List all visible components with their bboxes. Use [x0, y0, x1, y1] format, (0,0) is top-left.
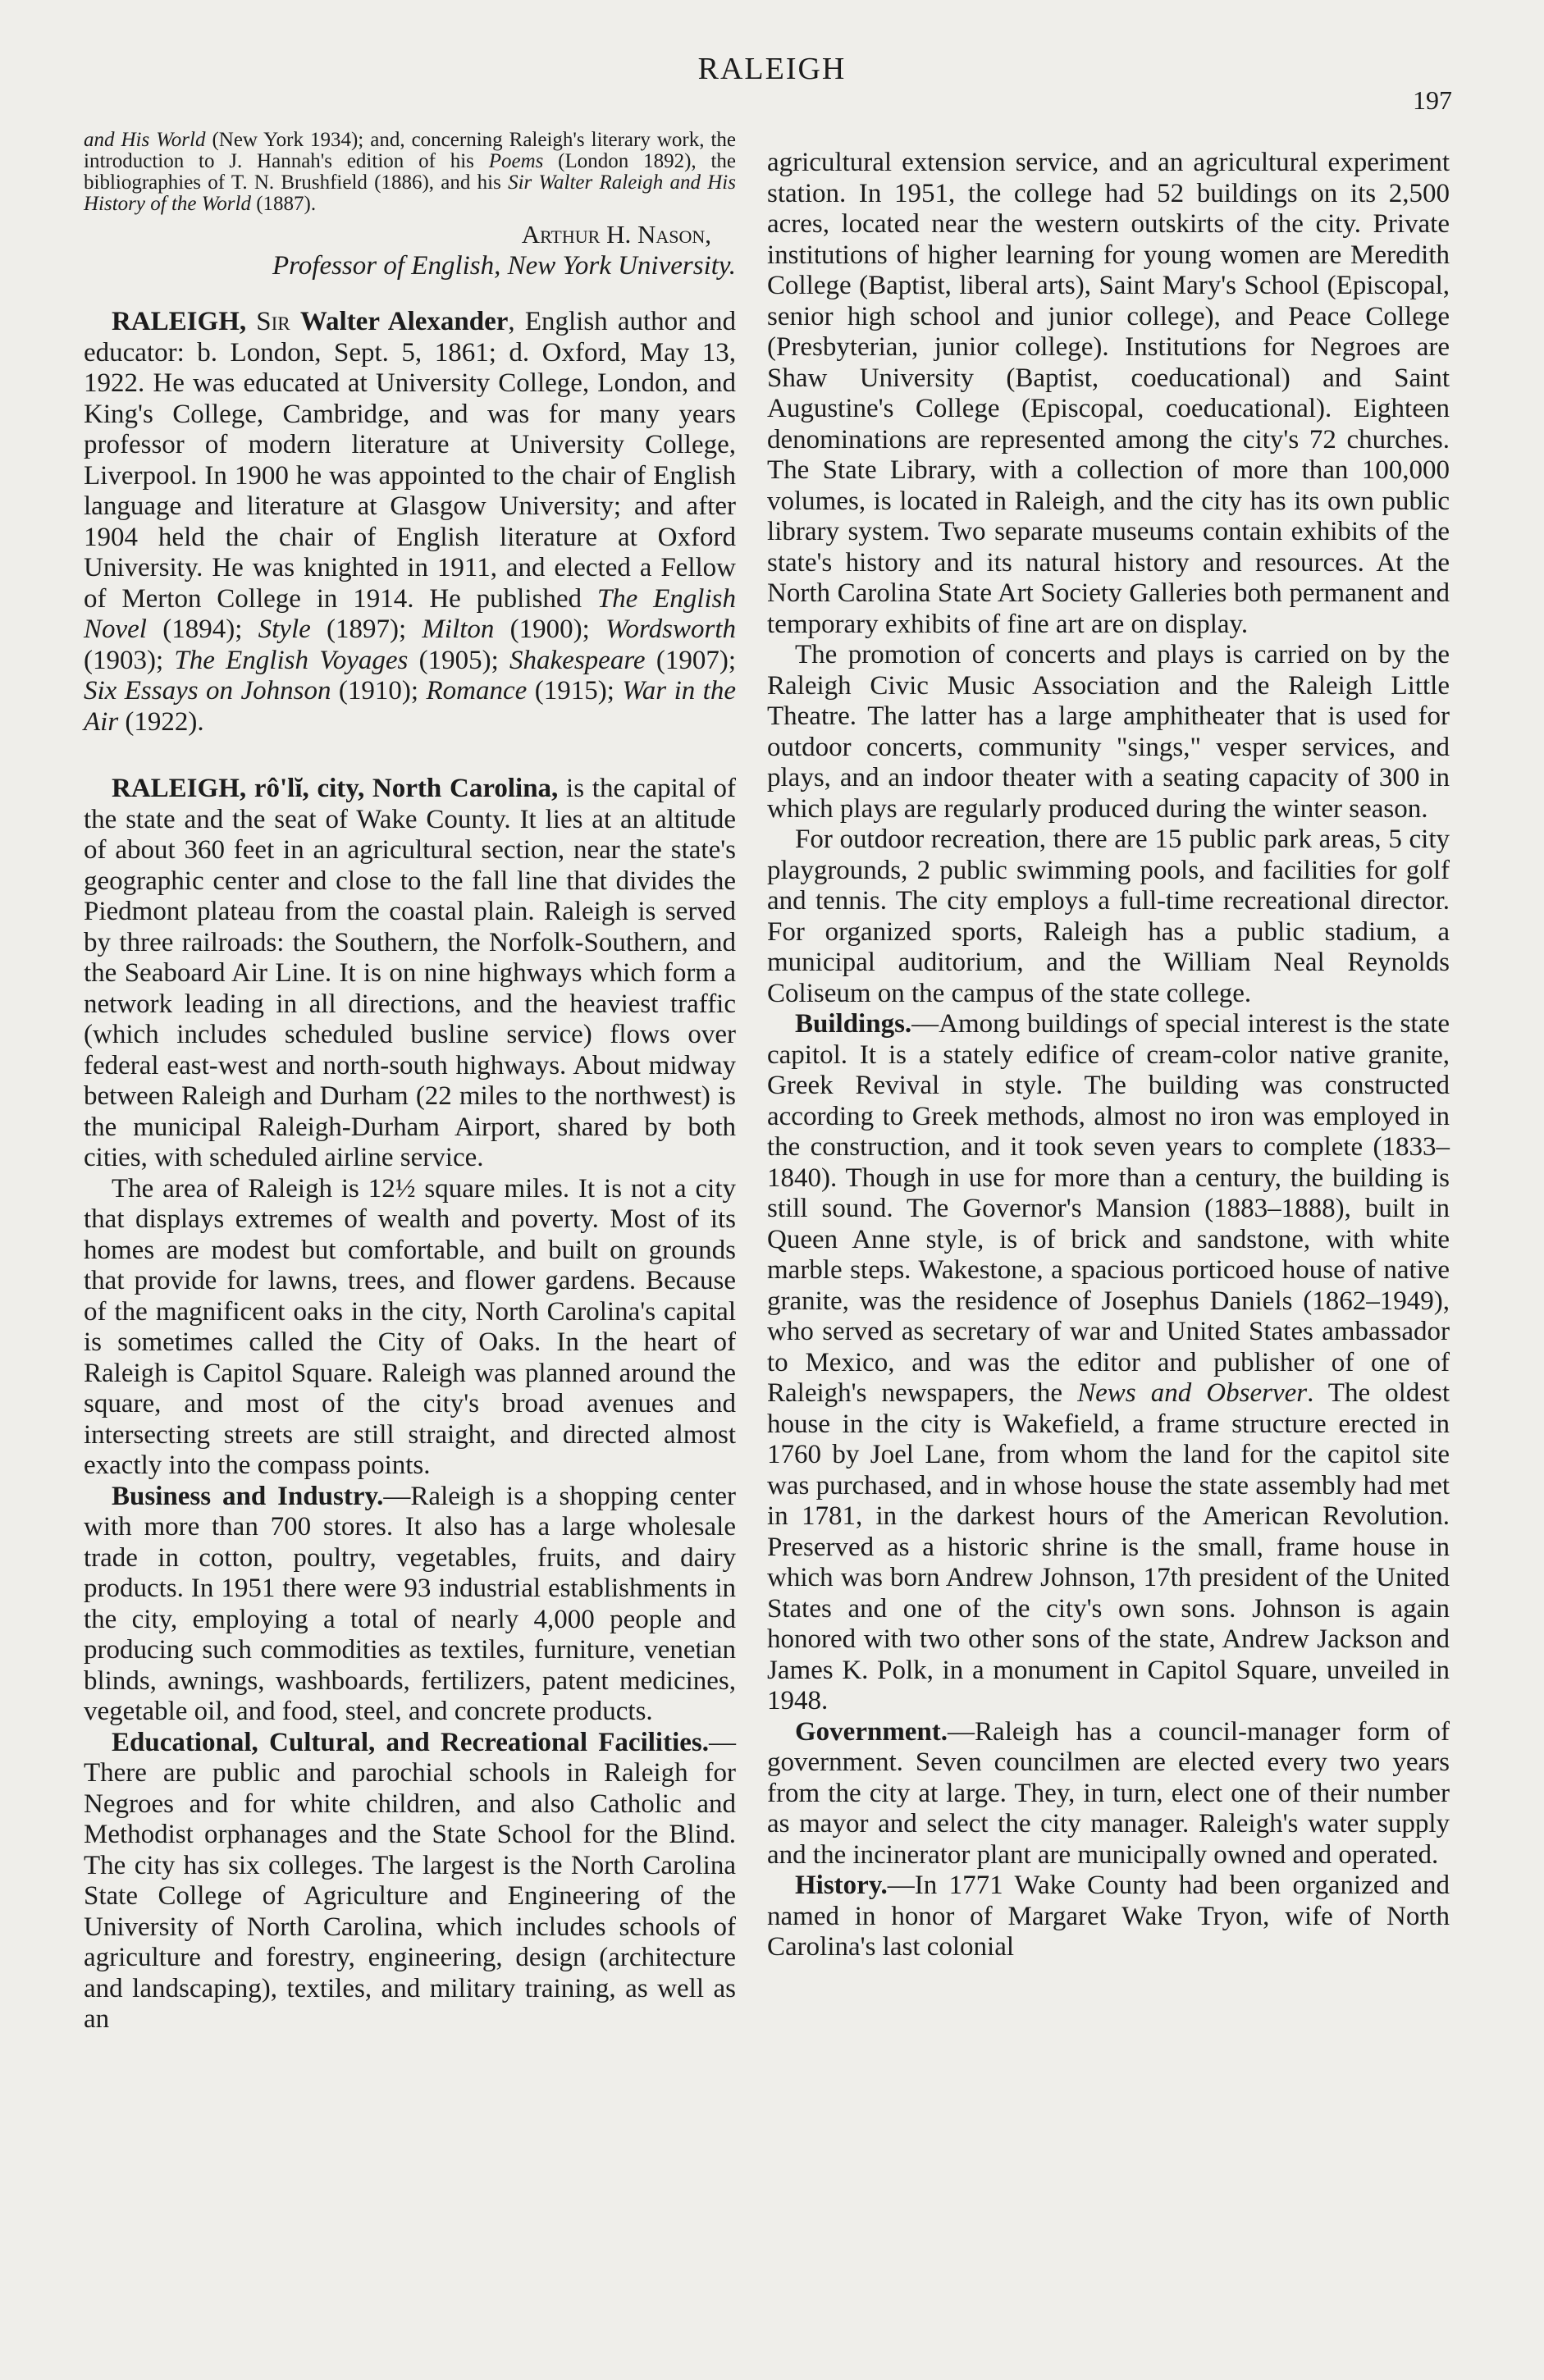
text-run: —In 1771 Wake County had been organized and named in honor of Margaret Wake Tryon, wife of North Carolina's last colonial	[767, 1871, 1450, 1962]
paragraph	[767, 1009, 1450, 1717]
italic-title: The English Voyages	[174, 645, 409, 675]
author-affiliation	[84, 249, 736, 282]
text-run: , English author and educator: b. London, Sept. 5, 1861; d. Oxford, May 13, 1922. He was educated at University College, London, and King's College, Cambridge, and was for many years professor of modern literature at University College, Liverpool. In 1900 he was appointed to the chair of English language and literature at Glasgow University; and after 1904 held the chair of English literature at Oxford University. He was knighted in 1911, and elected a Fellow of Merton College in 1914. He published	[84, 307, 736, 614]
text-run: —Among buildings of special interest is the state capitol. It is a stately edifice of cream-color native granite, Greek Revival in style. The building was constructed according to Greek methods, almost no iron was employed in the construction, and it took seven years to complete (1833–1840). Though in use for more than a century, the building is still sound. The Governor's Mansion (1883–1888), built in Queen Anne style, is of brick and sandstone, with white marble steps. Wakestone, a spacious porticoed house of native granite, was the residence of Josephus Daniels (1862–1949), who served as secretary of war and United States ambassador to Mexico, and was the editor and publisher of one of Raleigh's newspapers, the	[767, 1009, 1450, 1408]
bold-heading: Educational, Cultural, and Recreational Facilities.	[112, 1727, 709, 1757]
left-column	[84, 130, 736, 2035]
text-run: Professor of English, New York University.	[272, 251, 736, 281]
italic-title: News and Observer	[1077, 1378, 1308, 1408]
text-run: agricultural extension service, and an agricultural experiment station. In 1951, the college had 52 buildings on its 2,500 acres, located near the western outskirts of the city. Private institutions of higher learning for young women are Meredith College (Baptist, liberal arts), Saint Mary's School (Episcopal, senior high school and junior college), and Peace College (Presbyterian, junior college). Institutions for Negroes are Shaw University (Baptist, coeducational) and Saint Augustine's College (Episcopal, coeducational). Eighteen denominations are represented among the city's 72 churches. The State Library, with a collection of more than 100,000 volumes, is located in Raleigh, and the city has its own public library system. Two separate museums contain exhibits of the state's history and its natural history and resources. At the North Carolina State Art Society Galleries both permanent and temporary exhibits of fine art are on display.	[767, 148, 1450, 639]
paragraph	[767, 1717, 1450, 1871]
text-run: (1887).	[250, 193, 317, 215]
text-run: (1897);	[310, 614, 423, 644]
text-run: . The oldest house in the city is Wakefield, a frame structure erected in 1760 by Joel Lane, from whom the land for the capitol site was purchased, and in whose house the state assembly had met in 1781, in the darkest hours of the American Revolution. Preserved as a historic shrine is the small, frame house in which was born Andrew Johnson, 17th president of the United States and one of the city's own sons. Johnson is again honored with two other sons of the state, Andrew Jackson and James K. Polk, in a monument in Capitol Square, unveiled in 1948.	[767, 1378, 1450, 1715]
text-run: (1915);	[527, 676, 623, 706]
italic-title: Sir Walter Raleigh and His History of the World	[84, 171, 736, 215]
paragraph	[767, 148, 1450, 640]
bold-heading: Walter Alexander	[299, 307, 509, 336]
text-run: —Raleigh is a shopping center with more than 700 stores. It also has a large wholesale trade in cotton, poultry, vegetables, fruits, and dairy products. In 1951 there were 93 industrial establishments in the city, employing a total of nearly 4,000 people and producing such commodities as textiles, furniture, venetian blinds, awnings, washboards, fertilizers, patent medicines, vegetable oil, and food, steel, and concrete products.	[84, 1481, 736, 1726]
bold-heading: RALEIGH, rô'lĭ, city, North Carolina,	[112, 774, 559, 803]
paragraph	[84, 1728, 736, 2035]
page-number: 197	[1413, 85, 1452, 115]
text-run: (1905);	[408, 645, 510, 675]
text-run: Sir	[256, 307, 300, 336]
text-run: (1900);	[494, 614, 606, 644]
italic-title: Six Essays on Johnson	[84, 676, 331, 706]
author-signature	[84, 220, 736, 249]
right-column	[767, 148, 1450, 1963]
italic-title: Romance	[426, 676, 528, 706]
italic-title: War in the Air	[84, 676, 736, 737]
text-run: (1907);	[645, 645, 736, 675]
text-run: Arthur H. Nason,	[521, 220, 711, 249]
text-run: (1922).	[118, 706, 204, 737]
italic-title: The English Novel	[84, 583, 736, 644]
bold-heading: RALEIGH,	[112, 307, 257, 336]
text-run: (London 1892), the bibliographies of T. N. Brushfield (1886), and his	[84, 150, 736, 194]
text-run: —Raleigh has a council-manager form of government. Seven councilmen are elected every two years from the city at large. They, in turn, elect one of their number as mayor and select the city manager. Raleigh's water supply and the incinerator plant are municipally owned and operated.	[767, 1716, 1450, 1870]
text-run: —There are public and parochial schools in Raleigh for Negroes and for white children, and also Catholic and Methodist orphanages and the State School for the Blind. The city has six colleges. The largest is the North Carolina State College of Agriculture and Engineering of the University of North Carolina, which includes schools of agriculture and forestry, engineering, design (architecture and landscaping), textiles, and military training, as well as an	[84, 1727, 736, 2034]
text-run: For outdoor recreation, there are 15 public park areas, 5 city playgrounds, 2 public swimming pools, and facilities for golf and tennis. The city employs a full-time recreational director. For organized sports, Raleigh has a public stadium, a municipal auditorium, and the William Neal Reynolds Coliseum on the campus of the state college.	[767, 825, 1450, 1008]
paragraph	[84, 1482, 736, 1728]
paragraph	[767, 640, 1450, 825]
bold-heading: History.	[795, 1871, 888, 1900]
text-run: (New York 1934); and, concerning Raleigh's literary work, the introduction to J. Hannah's edition of his	[84, 129, 737, 172]
bold-heading: Buildings.	[795, 1009, 912, 1039]
italic-title: Wordsworth	[605, 614, 736, 644]
bold-heading: Business and Industry.	[112, 1481, 384, 1511]
paragraph	[767, 1871, 1450, 1963]
text-run: The area of Raleigh is 12½ square miles. It is not a city that displays extremes of wealth and poverty. Most of its homes are modest but comfortable, and built on grounds that provide for lawns, trees, and flower gardens. Because of the magnificent oaks in the city, North Carolina's capital is sometimes called the City of Oaks. In the heart of Raleigh is Capitol Square. Raleigh was planned around the square, and most of the city's broad avenues and intersecting streets are still straight, and directed almost exactly into the compass points.	[84, 1173, 736, 1480]
text-run: (1903);	[84, 645, 175, 675]
text-run: (1894);	[146, 614, 258, 644]
paragraph	[84, 774, 736, 1174]
paragraph	[84, 130, 736, 215]
paragraph	[84, 307, 736, 738]
italic-title: Milton	[422, 614, 495, 644]
italic-title: Style	[258, 614, 311, 644]
bold-heading: Government.	[795, 1716, 948, 1747]
italic-title: Shakespeare	[509, 645, 646, 675]
text-run: (1910);	[331, 676, 427, 706]
paragraph	[84, 1174, 736, 1482]
running-head: RALEIGH	[697, 52, 847, 86]
italic-title: and His World	[84, 129, 206, 151]
text-run: The promotion of concerts and plays is carried on by the Raleigh Civic Music Association and the Raleigh Little Theatre. The latter has a large amphitheater that is used for outdoor concerts, community "sings," vesper services, and plays, and an indoor theater with a seating capacity of 300 in which plays are regularly produced during the winter season.	[767, 640, 1450, 824]
text-run: is the capital of the state and the seat of Wake County. It lies at an altitude of about 360 feet in an agricultural section, near the state's geographic center and close to the fall line that divides the Piedmont plateau from the coastal plain. Raleigh is served by three railroads: the Southern, the Norfolk-Southern, and the Seaboard Air Line. It is on nine highways which form a network leading in all directions, and the heaviest traffic (which includes scheduled busline service) flows over federal east-west and north-south highways. About midway between Raleigh and Durham (22 miles to the northwest) is the municipal Raleigh-Durham Airport, shared by both cities, with scheduled airline service.	[84, 774, 736, 1172]
italic-title: Poems	[488, 150, 544, 172]
paragraph	[767, 825, 1450, 1009]
